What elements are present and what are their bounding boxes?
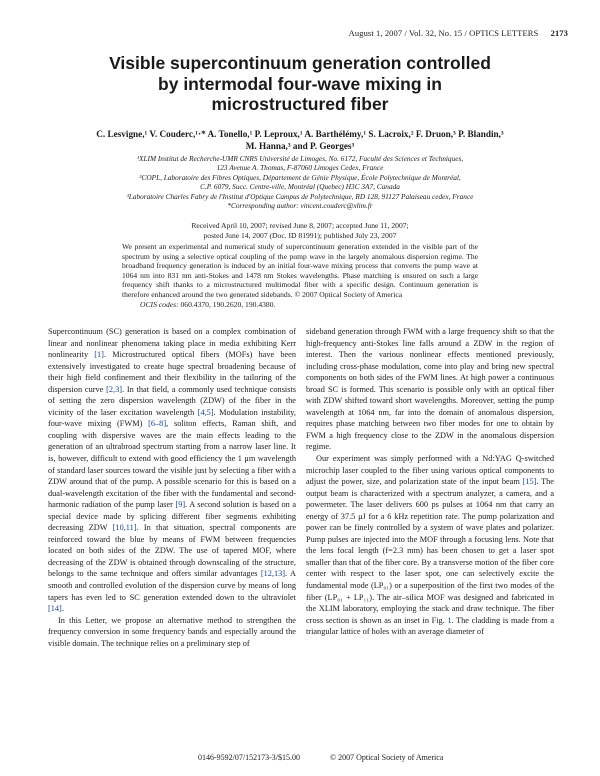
- running-header: [349, 28, 568, 38]
- page-number: 2173: [550, 28, 568, 38]
- body-paragraph: [306, 453, 554, 638]
- figure-link[interactable]: 1: [447, 615, 452, 625]
- citation-link[interactable]: [12,13]: [260, 569, 286, 579]
- affiliation-2-line-1: ²COPL, Laboratoire des Fibres Optiques, Département de Génie Physique, École Polytechnique de Montréal,: [139, 172, 461, 182]
- citation-link[interactable]: [9]: [175, 500, 186, 510]
- authors-line-2: M. Hanna,³ and P. Georges³: [245, 141, 355, 151]
- received-dates: [60, 221, 540, 240]
- body-text: . The cladding is made from a triangular lattice of holes with an average diameter of: [306, 615, 554, 637]
- body-text: . In that field, a commonly used technique consists of setting the zero dispersion wavelength (ZDW) of the fiber in the vicinity of the laser excitation wavelength: [48, 384, 296, 417]
- abstract: We present an experimental and numerical study of supercontinuum generation extended in the visible part of the spectrum by using a selective optical coupling of the pump wave in the largely anomalous dispersion regime. The broadband frequency generation is induced by an initial four-wave mixing process that converts the pump wave at 1064 nm into 831 nm anti-Stokes and 1478 nm Stokes wavelengths. Phase matching is ensured on such a large frequency shift thanks to a microstructured multimodal fiber with a specific design. Continuum generation is therefore enhanced around the two generated sidebands. © 2007 Optical Society of America: [122, 242, 478, 299]
- corresponding-author: *Corresponding author: vincent.couderc@xlim.fr: [227, 201, 373, 211]
- body-text: . Microstructured optical fibers (MOFs) have been extensively investigated to create huge spectral broadening because of their high field confinement and their flexibility in the tailoring of the dispersion curve: [48, 350, 296, 394]
- affiliation-1-line-1: ¹XLIM Institut de Recherche-UMR CNRS Université de Limoges, No. 6172, Faculté des Sciences et Techniques,: [136, 154, 464, 163]
- citation-link[interactable]: [14]: [48, 604, 62, 614]
- body-text: . Modulation instability, four-wave mixing (FWM): [48, 407, 296, 429]
- title-line-2: by intermodal four-wave mixing in: [158, 73, 442, 94]
- received-line-2: posted June 14, 2007 (Doc. ID 81991); published July 23, 2007: [203, 230, 397, 240]
- copyright: © 2007 Optical Society of America: [330, 753, 444, 762]
- citation-link[interactable]: [2,3]: [106, 384, 123, 394]
- affiliation-1-line-2: 123 Avenue A. Thomas, F-87060 Limoges Cedex, France: [216, 163, 384, 173]
- body-paragraph: sideband generation through FWM with a large frequency shift so that the high-frequency anti-Stokes line falls around a ZDW in the region of interest. Then the various nonlinear effects mentioned previously, including cross-phase modulation, come into play and bring new spectral components on both sides of the FWM lines. At high power a continuous broad SC is formed. This scenario is possible only with an optical fiber with ZDW shifted toward short wavelengths. Moreover, setting the pump wavelength at 1064 nm, far into the domain of anomalous dispersion, requires phase matching between two fiber modes for one to obtain by FWM a high frequency close to the ZDW in the anomalous dispersion regime.: [306, 327, 554, 452]
- citation-link[interactable]: [1]: [94, 350, 104, 360]
- affiliation-3-line-1: ³Laboratoire Charles Fabry de l'Institut d'Optique Campus de Polytechnique, RD 128, 91127 Palaiseau cedex, France: [126, 191, 474, 201]
- affiliation-2-line-2: C.P. 6079, Succ. Centre-ville, Montréal (Quebec) H3C 3A7, Canada: [200, 182, 400, 192]
- citation-link[interactable]: [6–8]: [148, 419, 167, 429]
- body-text: Our experiment was simply performed with a Nd:YAG Q-switched microchip laser coupled to the fiber using various optical components to adjust the power, size, and polarization state of the input beam: [306, 454, 554, 487]
- received-line-1: Received April 10, 2007; revised June 8, 2007; accepted June 11, 2007;: [191, 221, 409, 230]
- journal-line: August 1, 2007 / Vol. 32, No. 15 / OPTICS LETTERS: [348, 28, 539, 38]
- body-text: . A second solution is based on a special device made by splicing different fiber segments exhibiting decreasing ZDW: [48, 500, 296, 533]
- body-column-right: [306, 326, 554, 638]
- article-code: 0146-9592/07/152173-3/$15.00: [198, 753, 300, 762]
- body-column-left: [48, 326, 296, 649]
- title-line-1: Visible supercontinuum generation controlled: [109, 53, 491, 73]
- body-paragraph: In this Letter, we propose an alternative method to strengthen the frequency conversion in some frequency bands and especially around the visible domain. The technique relies on a preliminary step of: [48, 615, 296, 648]
- citation-link[interactable]: [15]: [522, 477, 537, 487]
- author-list: [60, 128, 540, 152]
- citation-link[interactable]: [4,5]: [197, 407, 214, 417]
- body-paragraph: [48, 326, 296, 615]
- title-line-3: microstructured fiber: [211, 94, 389, 114]
- body-text: . The output beam is characterized with a spectrum analyzer, a camera, and a powermeter. The laser delivers 600 ps pulses at 1064 nm that carry an energy of 37.5 μJ for a 6 kHz repetition rate. The pump polarization and power can be finely controlled by a system of wave plates and polarizer. Pump pulses are injected into the MOF through a focusing lens. Note that the lens focal length (f=2.3 mm) has been chosen to get a laser spot smaller than that of the fiber core. By a transverse motion of the fiber core center with respect to the laser spot, one can selectively excite the fundamental mode (LP₀₁) or a superposition of the first two modes of the fiber (LP₀₁ + LP₁₁). The air–silica MOF was designed and fabricated in the XLIM laboratory, employing the stack and draw technique. The fiber cross section is shown as an inset in Fig.: [306, 477, 554, 625]
- body-text: . A smooth and controlled evolution of the dispersion curve by means of long tapers has even led to SC generation extended down to the ultraviolet: [48, 569, 296, 602]
- body-text: Supercontinuum (SC) generation is based on a complex combination of linear and nonlinear phenomena taking place in media exhibiting Kerr nonlinearity: [48, 327, 296, 360]
- body-text: .: [61, 604, 64, 614]
- body-text: , soliton effects, Raman shift, and coupling with dispersive waves are the main effects leading to the generation of an ultrabroad spectrum starting from a narrow laser line. It is, however, difficult to extend with good efficiency the 1 μm wavelength of standard laser sources toward the visible just by selecting a fiber with a ZDW around that of the pump. A possible scenario for this is based on a dual-wavelength excitation of the fiber with the fundamental and second-harmonic radiation of the pump laser: [48, 419, 296, 510]
- authors-line-1: C. Lesvigne,¹ V. Couderc,¹·* A. Tonello,¹ P. Leproux,¹ A. Barthélémy,¹ S. Lacroix,² F. Druon,³ P. Blandin,³: [96, 129, 504, 139]
- citation-link[interactable]: [10,11]: [112, 523, 137, 533]
- ocis-code-list: 060.4370, 190.2620, 190.4380.: [178, 300, 276, 309]
- ocis-label: OCIS codes:: [140, 300, 179, 309]
- body-text: . In that situation, spectral components are reinforced toward the blue by means of FWM between frequencies located on both sides of the ZDW. The use of tapered MOF, where decreasing of the ZDW is obtained through downscaling of the structure, belongs to the same technique and offers similar advantages: [48, 523, 296, 579]
- ocis-codes: [140, 300, 275, 309]
- affiliations: [60, 154, 540, 210]
- paper-title: [60, 53, 540, 115]
